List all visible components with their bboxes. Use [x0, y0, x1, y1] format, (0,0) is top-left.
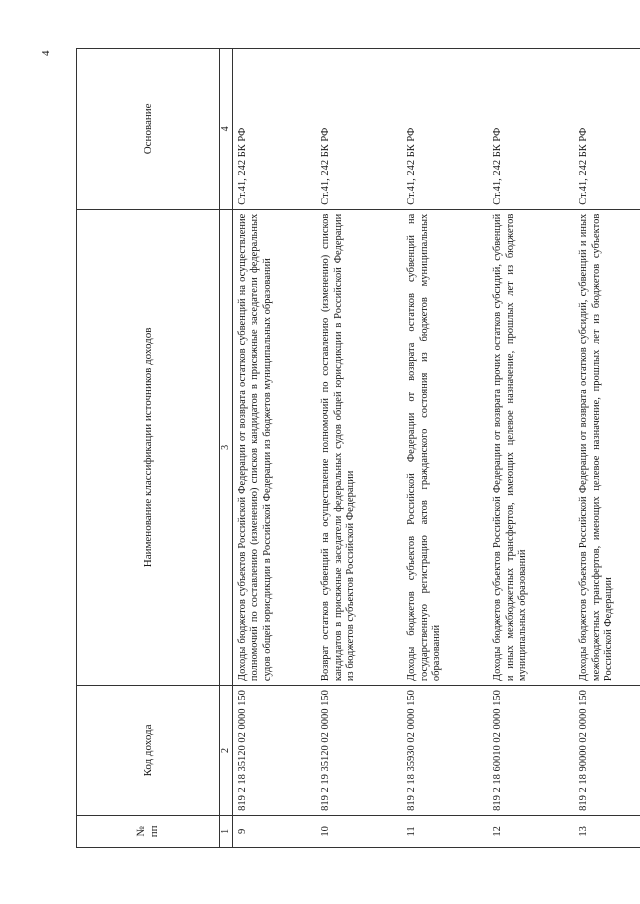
row-number: 10: [318, 815, 404, 847]
table-row: [232, 49, 318, 848]
header-number: № пп: [77, 815, 220, 847]
header-income-code: Код дохода: [77, 686, 220, 816]
income-code: 819 2 19 35120 02 0000 150: [318, 686, 404, 816]
row-number: 11: [404, 815, 490, 847]
income-classification-table-container: [76, 48, 615, 848]
header-classification-name: Наименование классификации источников доходов: [77, 209, 220, 685]
index-cell: 1: [220, 815, 233, 847]
table-index-row: [220, 49, 233, 848]
row-number: 13: [576, 815, 640, 847]
table-row: [576, 49, 640, 848]
row-number: 9: [232, 815, 318, 847]
index-cell: 2: [220, 686, 233, 816]
basis: Ст.41, 242 БК РФ: [318, 49, 404, 210]
row-number: 12: [490, 815, 576, 847]
basis: Ст.41, 242 БК РФ: [490, 49, 576, 210]
table-row: [490, 49, 576, 848]
classification-name: Доходы бюджетов субъектов Российской Федерации от возврата остатков субвенций на государственную регистрацию актов гражданского состояния из бюджетов муниципальных образований: [404, 209, 490, 685]
table-row: [404, 49, 490, 848]
classification-name: Доходы бюджетов субъектов Российской Федерации от возврата остатков субвенций на осуществление полномочий по составлению (изменению) списков кандидатов в присяжные заседатели федеральных судов общей юрисдикции в Российской Федерации из бюджетов муниципальных образований: [232, 209, 318, 685]
page-number: 4: [40, 50, 52, 56]
header-basis: Основание: [77, 49, 220, 210]
income-code: 819 2 18 90000 02 0000 150: [576, 686, 640, 816]
income-code: 819 2 18 35930 02 0000 150: [404, 686, 490, 816]
income-code: 819 2 18 35120 02 0000 150: [232, 686, 318, 816]
basis: Ст.41, 242 БК РФ: [232, 49, 318, 210]
table-row: [318, 49, 404, 848]
index-cell: 3: [220, 209, 233, 685]
classification-name: Возврат остатков субвенций на осуществление полномочий по составлению (изменению) списков кандидатов в присяжные заседатели федеральных судов общей юрисдикции в Российской Федерации из бюджетов субъектов Российской Федерации: [318, 209, 404, 685]
income-classification-table: [76, 48, 640, 848]
basis: Ст.41, 242 БК РФ: [404, 49, 490, 210]
index-cell: 4: [220, 49, 233, 210]
basis: Ст.41, 242 БК РФ: [576, 49, 640, 210]
income-code: 819 2 18 60010 02 0000 150: [490, 686, 576, 816]
table-header-row: [77, 49, 220, 848]
classification-name: Доходы бюджетов субъектов Российской Федерации от возврата прочих остатков субсидий, субвенций и иных межбюджетных трансфертов, имеющих целевое назначение, прошлых лет из бюджетов муниципальных образований: [490, 209, 576, 685]
classification-name: Доходы бюджетов субъектов Российской Федерации от возврата остатков субсидий, субвенций и иных межбюджетных трансфертов, имеющих целевое назначение, прошлых лет из бюджетов субъектов Российской Федерации: [576, 209, 640, 685]
